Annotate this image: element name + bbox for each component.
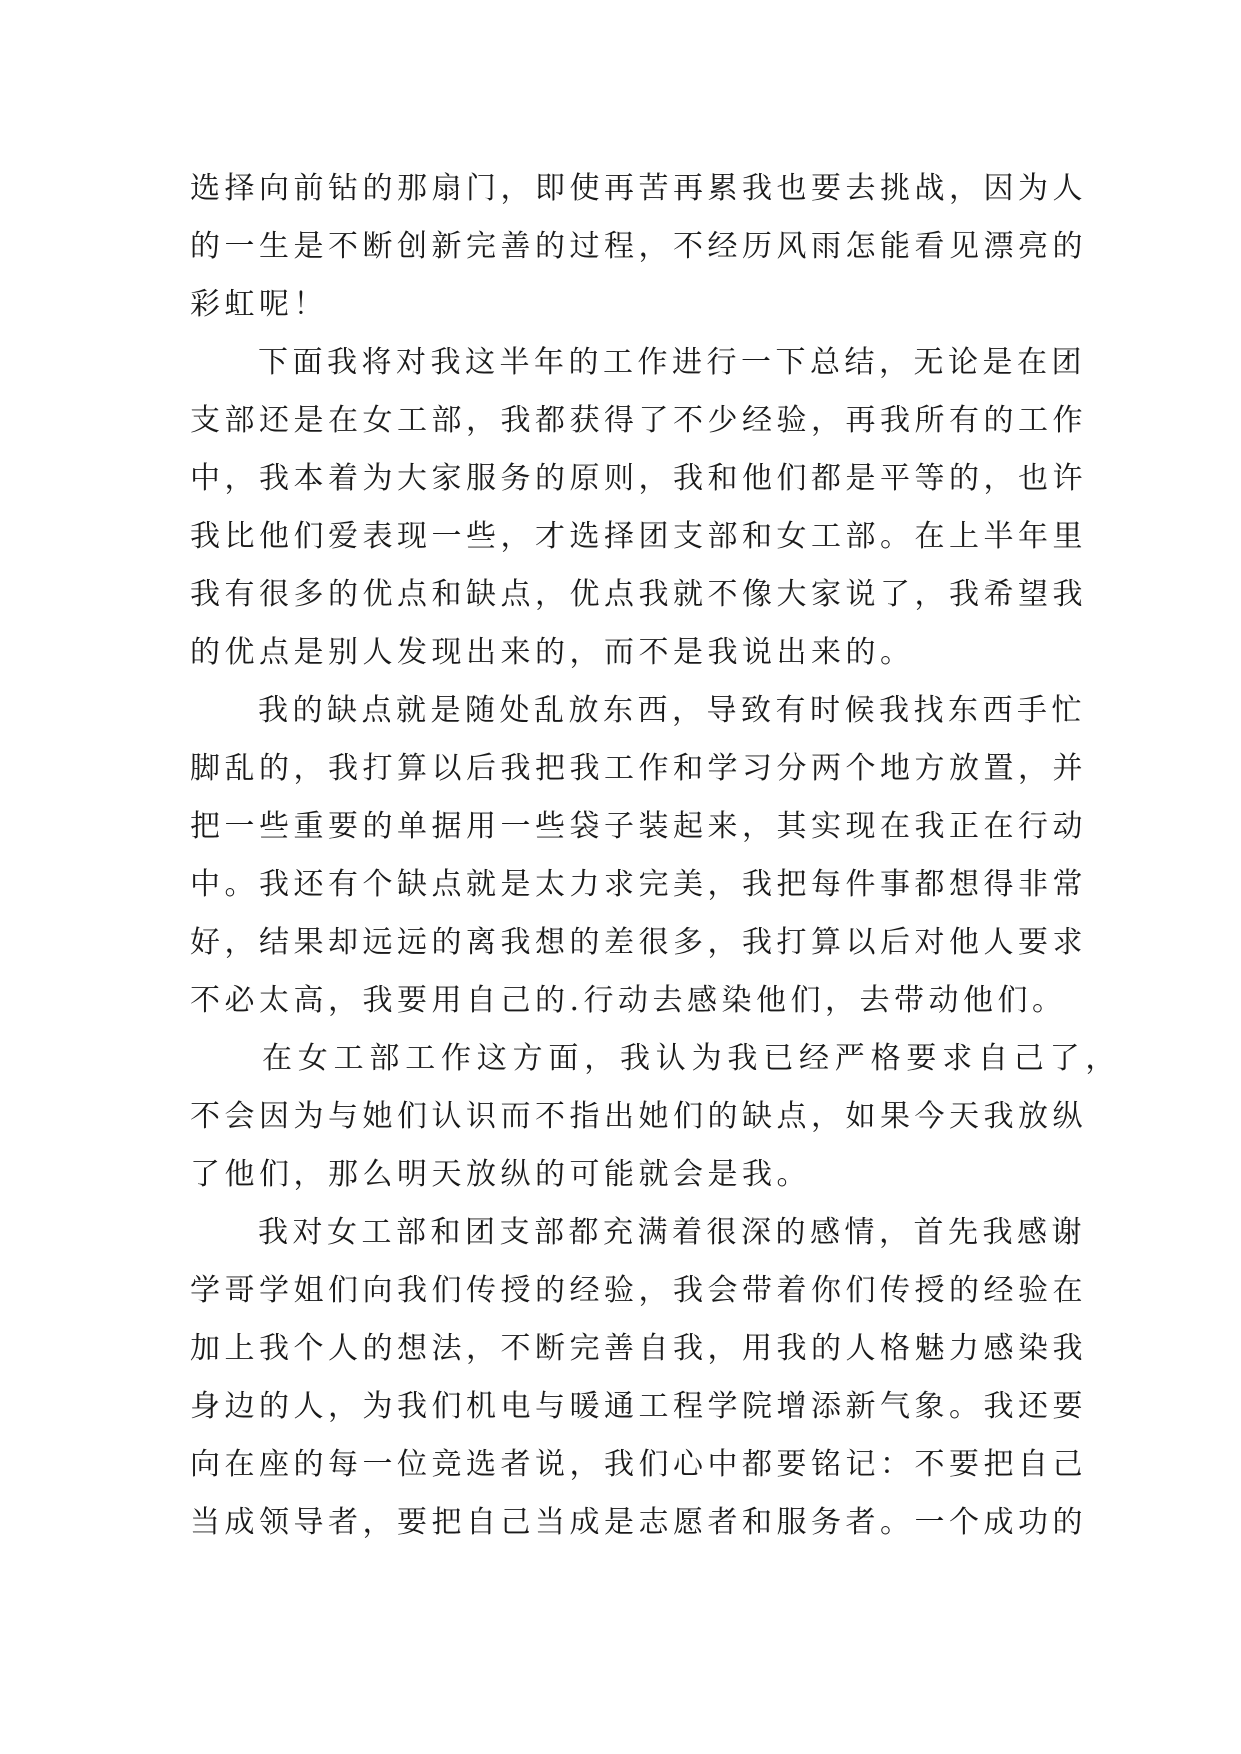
text-line: 身边的人，为我们机电与暖通工程学院增添新气象。我还要 — [190, 1389, 1087, 1424]
text-line: 的优点是别人发现出来的，而不是我说出来的。 — [190, 635, 915, 670]
text-line: 支部还是在女工部，我都获得了不少经验，再我所有的工作 — [190, 403, 1087, 438]
text-line: 好，结果却远远的离我想的差很多，我打算以后对他人要求 — [190, 925, 1087, 960]
text-line: 向在座的每一位竞选者说，我们心中都要铭记：不要把自己 — [190, 1447, 1087, 1482]
text-line: 脚乱的，我打算以后我把我工作和学习分两个地方放置，并 — [190, 751, 1087, 786]
text-line: 加上我个人的想法，不断完善自我，用我的人格魅力感染我 — [190, 1331, 1087, 1366]
text-line: 学哥学姐们向我们传授的经验，我会带着你们传授的经验在 — [190, 1273, 1087, 1308]
text-line: 彩虹呢！ — [190, 287, 328, 322]
paragraph-first-line: 我对女工部和团支部都充满着很深的感情，首先我感谢 — [258, 1215, 1086, 1250]
paragraph-first-line: 我的缺点就是随处乱放东西，导致有时候我找东西手忙 — [258, 693, 1086, 728]
text-line: 我有很多的优点和缺点，优点我就不像大家说了，我希望我 — [190, 577, 1087, 612]
text-line: 不会因为与她们认识而不指出她们的缺点，如果今天我放纵 — [190, 1099, 1087, 1134]
text-line: 中，我本着为大家服务的原则，我和他们都是平等的，也许 — [190, 461, 1087, 496]
document-page — [190, 160, 1122, 1552]
paragraph-first-line: 下面我将对我这半年的工作进行一下总结，无论是在团 — [258, 345, 1086, 380]
text-line: 的一生是不断创新完善的过程，不经历风雨怎能看见漂亮的 — [190, 229, 1087, 264]
text-line: 不必太高，我要用自己的.行动去感染他们，去带动他们。 — [190, 983, 1067, 1018]
paragraph-first-line: 在女工部工作这方面，我认为我已经严格要求自己了， — [262, 1041, 1122, 1076]
text-line: 当成领导者，要把自己当成是志愿者和服务者。一个成功的 — [190, 1505, 1087, 1540]
text-line: 选择向前钻的那扇门，即使再苦再累我也要去挑战，因为人 — [190, 171, 1087, 206]
text-line: 把一些重要的单据用一些袋子装起来，其实现在我正在行动 — [190, 809, 1087, 844]
text-line: 中。我还有个缺点就是太力求完美，我把每件事都想得非常 — [190, 867, 1087, 902]
text-line: 我比他们爱表现一些，才选择团支部和女工部。在上半年里 — [190, 519, 1087, 554]
text-line: 了他们，那么明天放纵的可能就会是我。 — [190, 1157, 811, 1192]
